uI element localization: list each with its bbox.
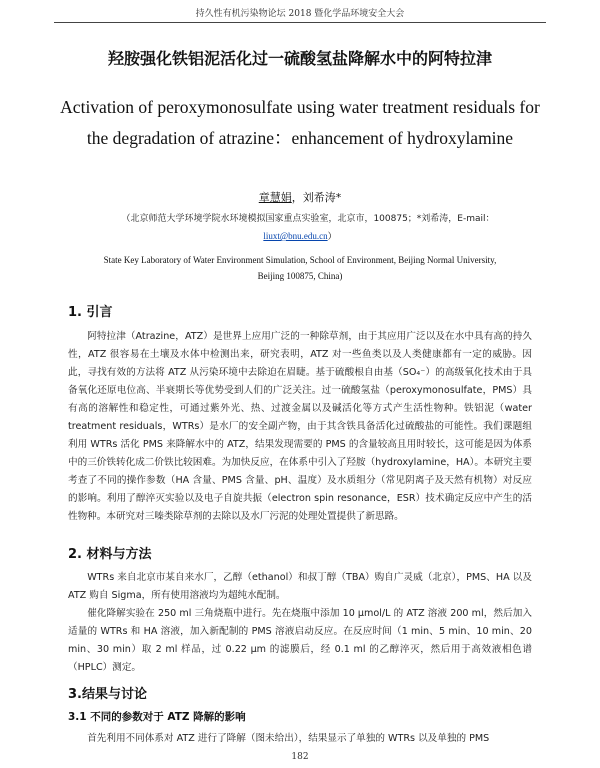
email-link[interactable]: liuxt@bnu.edu.cn bbox=[263, 231, 328, 241]
header-rule bbox=[54, 22, 546, 23]
email-line bbox=[0, 229, 600, 242]
section-1-paragraph: 阿特拉津（Atrazine，ATZ）是世界上应用广泛的一种除草剂，由于其应用广泛以及在水中具有高的持久性，ATZ 很容易在土壤及水体中检测出来，研究表明，ATZ 对一些鱼类以及人类健康都有一定的威胁。因此，寻找有效的方法将 ATZ 从污染环境中去除迫在眉睫。基于硫酸根自由基（SO₄⁻）的高级氧化技术由于具备氧化还原电位高、半衰期长等优势受到人们的广泛关注。过一硫酸氢盐（peroxymonosulfate，PMS）具有高的溶解性和稳定性，可通过紫外光、热、过渡金属以及碱活化等方式产生活性物种。铁铝泥（water treatment residuals，WTRs）是水厂的安全副产物，由于其含铁具备活化过硫酸盐的可能性。我们课题组利用 WTRs 活化 PMS 来降解水中的 ATZ，结果发现需要的 PMS 的含量较高且用时较长，这可能是因为体系中的三价铁转化成二价铁比较困难。为加快反应，在体系中引入了羟胺（hydroxylamine，HA）。本研究主要考查了不同的操作参数（HA 含量、PMS 含量、pH、温度）及水质组分（常见阴离子及天然有机物）对反应的影响。利用了醇淬灭实验以及电子自旋共振（electron spin resonance，ESR）技术确定反应中产生的活性物种。本研究对三嗪类除草剂的去除以及水厂污泥的处理处置提供了新思路。 bbox=[68, 331, 532, 522]
section-2-paragraph-2: 催化降解实验在 250 ml 三角烧瓶中进行。先在烧瓶中添加 10 μmol/L 的 ATZ 溶液 200 ml，然后加入适量的 WTRs 和 HA 溶液，加入新配制的 PMS 溶液启动反应。在反应时间（1 min、5 min、10 min、20 min、30 min）取 2 ml 样品，过 0.22 μm 的滤膜后，经 0.1 ml 的乙醇淬灭，然后用于高效液相色谱（HPLC）测定。 bbox=[68, 608, 532, 673]
section-2-paragraph-1: WTRs 来自北京市某自来水厂，乙醇（ethanol）和叔丁醇（TBA）购自广灵威（北京），PMS、HA 以及 ATZ 购自 Sigma，所有使用溶液均为超纯水配制。 bbox=[68, 572, 532, 601]
section-1-heading: 1. 引言 bbox=[68, 305, 113, 320]
running-header: 持久性有机污染物论坛 2018 暨化学品环境安全大会 bbox=[195, 9, 405, 19]
section-3-paragraph: 首先利用不同体系对 ATZ 进行了降解（图未给出），结果显示了单独的 WTRs 以及单独的 PMS bbox=[87, 733, 490, 744]
title-english: Activation of peroxymonosulfate using water treatment residuals for the degradation of atrazine：enhancement of hydroxylamine bbox=[60, 97, 540, 148]
email-suffix: ） bbox=[327, 231, 337, 241]
affiliation-english: State Key Laboratory of Water Environment Simulation, School of Environment, Beijing Normal University, Beijing 100875, China) bbox=[103, 255, 497, 281]
page-number: 182 bbox=[291, 752, 309, 762]
author-first: 章慧娟 bbox=[258, 191, 292, 204]
authors bbox=[0, 189, 600, 205]
title-chinese: 羟胺强化铁铝泥活化过一硫酸氢盐降解水中的阿特拉津 bbox=[107, 49, 492, 68]
affiliation-chinese: （北京师范大学环境学院水环境模拟国家重点实验室，北京市，100875；*刘希涛，E-mail： bbox=[121, 214, 495, 224]
section-3-heading: 3.结果与讨论 bbox=[68, 687, 147, 702]
section-2-heading: 2. 材料与方法 bbox=[68, 547, 152, 562]
section-3-1-heading: 3.1 不同的参数对于 ATZ 降解的影响 bbox=[68, 711, 246, 723]
author-rest: ，刘希涛* bbox=[291, 191, 342, 204]
